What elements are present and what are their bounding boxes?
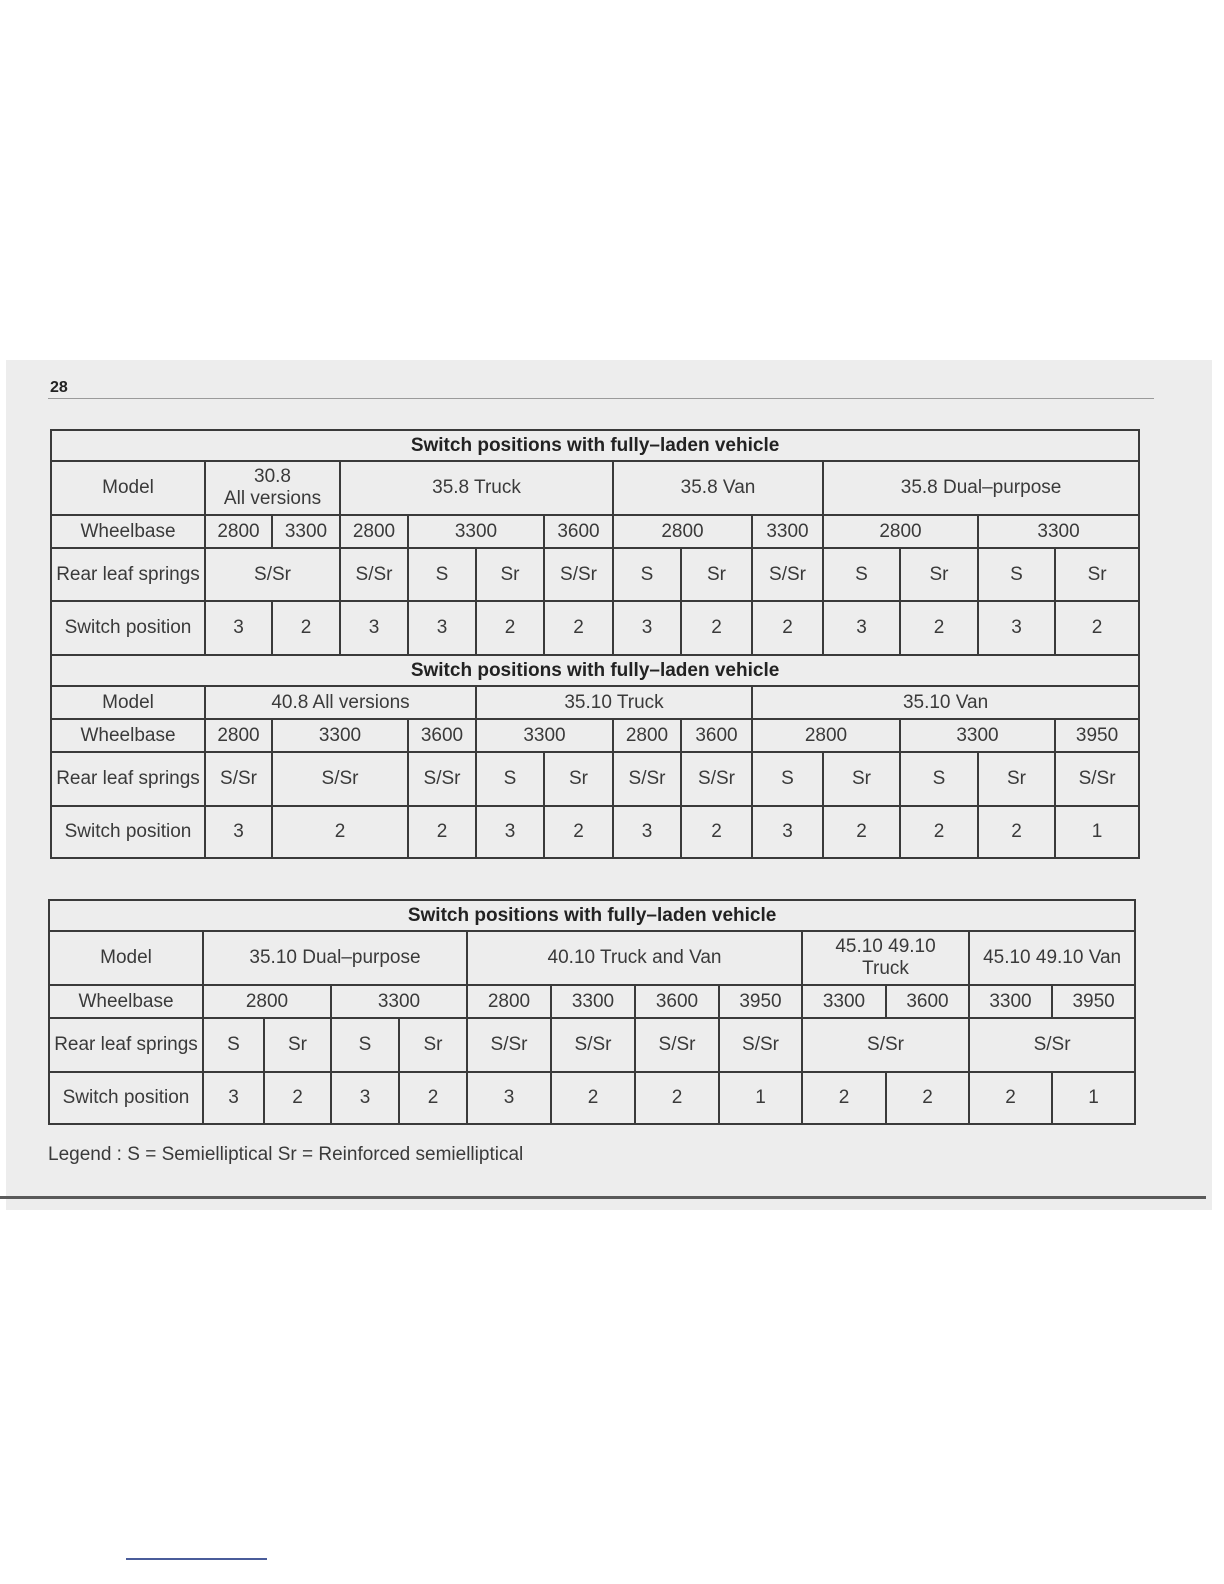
switch-position-cell: 2: [802, 1072, 886, 1124]
springs-cell: S/Sr: [752, 548, 823, 601]
row-label-model: Model: [51, 461, 205, 515]
switch-position-cell: 2: [681, 806, 752, 858]
wheelbase-cell: 2800: [205, 719, 272, 752]
springs-cell: S/Sr: [205, 752, 272, 806]
wheelbase-cell: 3300: [752, 515, 823, 548]
wheelbase-cell: 3950: [1052, 985, 1135, 1018]
switch-position-cell: 2: [272, 806, 408, 858]
row-label-switch-position: Switch position: [51, 601, 205, 655]
springs-cell: Sr: [823, 752, 900, 806]
switch-position-cell: 2: [544, 806, 613, 858]
switch-position-cell: 3: [476, 806, 544, 858]
page-bottom-edge: [0, 1196, 1206, 1199]
switch-position-cell: 3: [331, 1072, 399, 1124]
wheelbase-cell: 3950: [1055, 719, 1139, 752]
springs-cell: S/Sr: [635, 1018, 719, 1072]
springs-cell: Sr: [900, 548, 978, 601]
switch-position-cell: 3: [203, 1072, 264, 1124]
springs-cell: S/Sr: [551, 1018, 635, 1072]
switch-position-cell: 3: [205, 601, 272, 655]
springs-cell: S/Sr: [272, 752, 408, 806]
wheelbase-cell: 3300: [978, 515, 1139, 548]
switch-position-cell: 2: [264, 1072, 331, 1124]
wheelbase-cell: 3300: [272, 719, 408, 752]
wheelbase-cell: 2800: [205, 515, 272, 548]
switch-position-cell: 2: [900, 601, 978, 655]
switch-position-cell: 2: [886, 1072, 969, 1124]
model-cell: 45.10 49.10 Van: [969, 931, 1135, 985]
wheelbase-cell: 3300: [969, 985, 1052, 1018]
row-label-switch-position: Switch position: [49, 1072, 203, 1124]
model-cell: 35.8 Truck: [340, 461, 613, 515]
row-label-rear-leaf-springs: Rear leaf springs: [49, 1018, 203, 1072]
model-cell: 40.8 All versions: [205, 686, 476, 719]
model-cell: 30.8 All versions: [205, 461, 340, 515]
model-cell: 35.10 Truck: [476, 686, 752, 719]
wheelbase-cell: 2800: [613, 515, 752, 548]
switch-position-cell: 2: [978, 806, 1055, 858]
switch-position-cell: 2: [1055, 601, 1139, 655]
springs-cell: S/Sr: [467, 1018, 551, 1072]
springs-cell: Sr: [978, 752, 1055, 806]
switch-position-cell: 2: [969, 1072, 1052, 1124]
model-cell: 45.10 49.10 Truck: [802, 931, 969, 985]
switch-position-cell: 2: [551, 1072, 635, 1124]
springs-cell: Sr: [681, 548, 752, 601]
table-title: Switch positions with fully–laden vehicle: [51, 430, 1139, 461]
wheelbase-cell: 3600: [886, 985, 969, 1018]
row-label-rear-leaf-springs: Rear leaf springs: [51, 752, 205, 806]
wheelbase-cell: 2800: [752, 719, 900, 752]
model-cell: 40.10 Truck and Van: [467, 931, 802, 985]
wheelbase-cell: 3600: [544, 515, 613, 548]
springs-cell: S/Sr: [205, 548, 340, 601]
row-label-wheelbase: Wheelbase: [49, 985, 203, 1018]
wheelbase-cell: 3600: [408, 719, 476, 752]
switch-position-cell: 1: [719, 1072, 802, 1124]
table-title: Switch positions with fully–laden vehicle: [49, 900, 1135, 931]
springs-cell: S/Sr: [544, 548, 613, 601]
row-label-switch-position: Switch position: [51, 806, 205, 858]
wheelbase-cell: 2800: [613, 719, 681, 752]
wheelbase-cell: 3300: [476, 719, 613, 752]
switch-position-cell: 2: [823, 806, 900, 858]
springs-cell: S: [408, 548, 476, 601]
switch-position-cell: 3: [978, 601, 1055, 655]
springs-cell: Sr: [1055, 548, 1139, 601]
springs-cell: Sr: [264, 1018, 331, 1072]
springs-cell: Sr: [544, 752, 613, 806]
wheelbase-cell: 3300: [551, 985, 635, 1018]
switch-position-cell: 2: [681, 601, 752, 655]
switch-positions-table-1: [50, 429, 1140, 859]
wheelbase-cell: 3300: [408, 515, 544, 548]
wheelbase-cell: 2800: [340, 515, 408, 548]
wheelbase-cell: 3300: [900, 719, 1055, 752]
wheelbase-cell: 3600: [635, 985, 719, 1018]
legend: Legend : S = Semielliptical Sr = Reinforced semielliptical: [48, 1144, 524, 1165]
springs-cell: S: [978, 548, 1055, 601]
switch-position-cell: 3: [340, 601, 408, 655]
model-cell: 35.8 Van: [613, 461, 823, 515]
springs-cell: S/Sr: [802, 1018, 969, 1072]
springs-cell: S/Sr: [969, 1018, 1135, 1072]
row-label-model: Model: [51, 686, 205, 719]
switch-position-cell: 2: [408, 806, 476, 858]
switch-position-cell: 3: [823, 601, 900, 655]
springs-cell: S: [331, 1018, 399, 1072]
wheelbase-cell: 2800: [467, 985, 551, 1018]
table-title: Switch positions with fully–laden vehicle: [51, 655, 1139, 686]
footnote-rule: [126, 1558, 267, 1560]
model-cell: 35.10 Dual–purpose: [203, 931, 467, 985]
wheelbase-cell: 3300: [802, 985, 886, 1018]
switch-position-cell: 2: [476, 601, 544, 655]
switch-position-cell: 3: [467, 1072, 551, 1124]
row-label-wheelbase: Wheelbase: [51, 515, 205, 548]
switch-position-cell: 3: [752, 806, 823, 858]
wheelbase-cell: 3300: [272, 515, 340, 548]
header-rule: [48, 398, 1154, 399]
switch-position-cell: 2: [752, 601, 823, 655]
springs-cell: Sr: [476, 548, 544, 601]
row-label-wheelbase: Wheelbase: [51, 719, 205, 752]
page-number: 28: [50, 379, 68, 396]
springs-cell: S/Sr: [408, 752, 476, 806]
springs-cell: S: [900, 752, 978, 806]
springs-cell: S: [203, 1018, 264, 1072]
switch-position-cell: 2: [399, 1072, 467, 1124]
springs-cell: S: [476, 752, 544, 806]
switch-position-cell: 3: [613, 806, 681, 858]
wheelbase-cell: 3950: [719, 985, 802, 1018]
switch-position-cell: 3: [408, 601, 476, 655]
wheelbase-cell: 2800: [823, 515, 978, 548]
switch-position-cell: 1: [1055, 806, 1139, 858]
switch-position-cell: 2: [544, 601, 613, 655]
wheelbase-cell: 3300: [331, 985, 467, 1018]
switch-positions-table-2: [48, 899, 1136, 1125]
springs-cell: S: [752, 752, 823, 806]
springs-cell: S/Sr: [1055, 752, 1139, 806]
row-label-model: Model: [49, 931, 203, 985]
model-cell: 35.8 Dual–purpose: [823, 461, 1139, 515]
springs-cell: Sr: [399, 1018, 467, 1072]
wheelbase-cell: 2800: [203, 985, 331, 1018]
springs-cell: S/Sr: [613, 752, 681, 806]
springs-cell: S: [613, 548, 681, 601]
springs-cell: S/Sr: [340, 548, 408, 601]
switch-position-cell: 2: [635, 1072, 719, 1124]
springs-cell: S/Sr: [719, 1018, 802, 1072]
switch-position-cell: 2: [272, 601, 340, 655]
switch-position-cell: 3: [613, 601, 681, 655]
switch-position-cell: 1: [1052, 1072, 1135, 1124]
switch-position-cell: 3: [205, 806, 272, 858]
row-label-rear-leaf-springs: Rear leaf springs: [51, 548, 205, 601]
switch-position-cell: 2: [900, 806, 978, 858]
springs-cell: S/Sr: [681, 752, 752, 806]
wheelbase-cell: 3600: [681, 719, 752, 752]
model-cell: 35.10 Van: [752, 686, 1139, 719]
springs-cell: S: [823, 548, 900, 601]
